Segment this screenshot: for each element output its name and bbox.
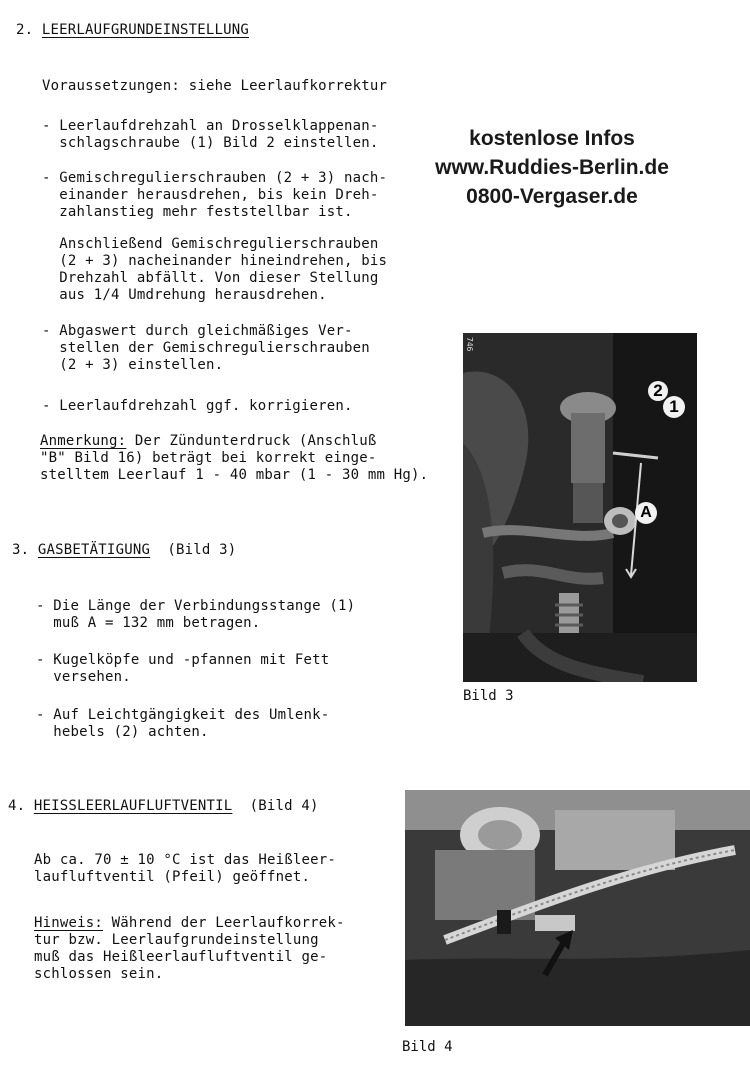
hint-label: Hinweis:: [34, 915, 104, 931]
section-number: 2.: [16, 22, 34, 38]
prerequisites-line: Voraussetzungen: siehe Leerlaufkorrektur: [42, 78, 388, 94]
note-body: "B" Bild 16) beträgt bei korrekt einge- stelltem Leerlauf 1 - 40 mbar (1 - 30 mm Hg).: [40, 450, 429, 483]
bullet-mixture-screws-out: - Gemischregulierschrauben (2 + 3) nach- einander herausdrehen, bis kein Dreh- zahlanstieg mehr feststellbar ist.: [42, 170, 388, 220]
promo-line-1: kostenlose Infos: [469, 127, 635, 150]
heading-text: GASBETÄTIGUNG: [37, 542, 151, 558]
callout-1: 1: [663, 396, 685, 418]
figure-3-caption: Bild 3: [463, 688, 514, 704]
promo-block: [412, 124, 692, 211]
section-3-heading: [12, 542, 236, 559]
callout-2: 2: [648, 381, 668, 401]
paragraph-valve-open: Ab ca. 70 ± 10 °C ist das Heißleer- laufluftventil (Pfeil) geöffnet.: [34, 852, 337, 885]
promo-url-ruddies[interactable]: www.Ruddies-Berlin.de: [435, 156, 669, 179]
hint-body: tur bzw. Leerlaufgrundeinstellung muß das Heißleerlaufluftventil ge- schlossen sein.: [34, 932, 328, 982]
bullet-ball-joints: - Kugelköpfe und -pfannen mit Fett versehen.: [36, 652, 330, 685]
note-label: Anmerkung:: [40, 433, 127, 449]
bullet-exhaust-value: - Abgaswert durch gleichmäßiges Ver- stellen der Gemischregulierschrauben (2 + 3) einstellen.: [42, 323, 370, 373]
note-first-line: Der Zündunterdruck (Anschluß: [126, 433, 377, 449]
figure-4-caption: Bild 4: [402, 1039, 453, 1055]
paragraph-mixture-screws-in: Anschließend Gemischregulierschrauben (2 + 3) nacheinander hineindrehen, bis Drehzahl abfällt. Von dieser Stellung aus 1/4 Umdrehung herausdrehen.: [59, 236, 388, 303]
section-2-heading: [16, 22, 249, 39]
bullet-idle-speed: - Leerlaufdrehzahl an Drosselklappenan- schlagschraube (1) Bild 2 einstellen.: [42, 118, 379, 151]
heading-text: LEERLAUFGRUNDEINSTELLUNG: [41, 22, 249, 38]
photo-edge-mark: 746: [465, 337, 474, 352]
bullet-correct-idle: - Leerlaufdrehzahl ggf. korrigieren.: [42, 398, 353, 414]
figure-reference: (Bild 3): [167, 542, 237, 558]
bullet-lever: - Auf Leichtgängigkeit des Umlenk- hebels (2) achten.: [36, 707, 330, 740]
hint-first-line: Während der Leerlaufkorrek-: [103, 915, 345, 931]
section-4-heading: [8, 798, 319, 815]
section-number: 3.: [12, 542, 30, 558]
hint-block: [34, 915, 345, 983]
callout-A: A: [635, 502, 657, 524]
section-number: 4.: [8, 798, 26, 814]
figure-reference: (Bild 4): [249, 798, 319, 814]
heading-text: HEISSLEERLAUFLUFTVENTIL: [33, 798, 233, 814]
figure-3-photo: [463, 333, 697, 682]
bullet-rod-length: - Die Länge der Verbindungsstange (1) muß A = 132 mm betragen.: [36, 598, 356, 631]
figure-4-photo: [405, 790, 750, 1026]
note-block: [40, 433, 428, 484]
promo-url-vergaser[interactable]: 0800-Vergaser.de: [466, 185, 638, 208]
